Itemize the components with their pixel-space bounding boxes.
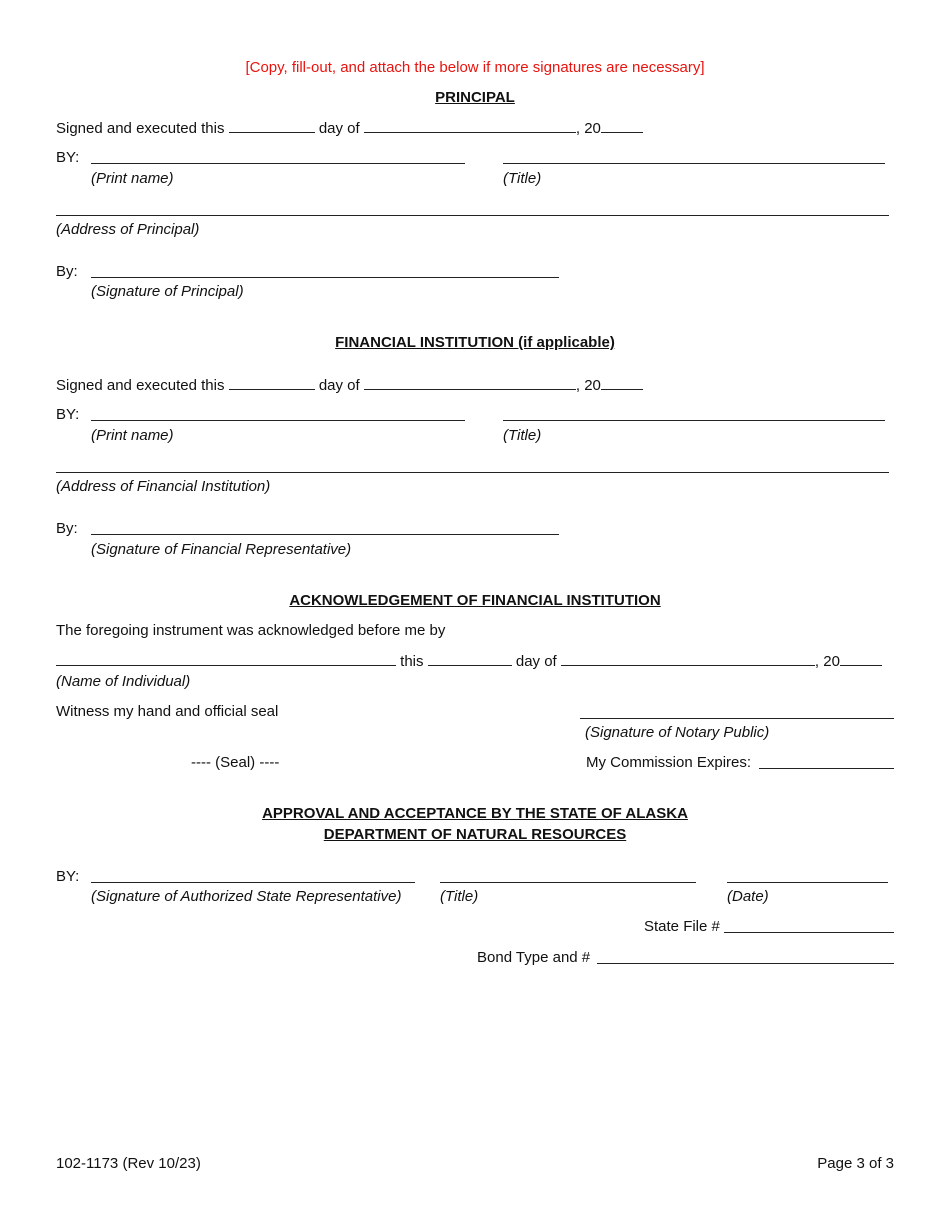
acknowledgement-intro: The foregoing instrument was acknowledged before me by: [56, 622, 446, 639]
copy-instructions-note: [Copy, fill-out, and attach the below if more signatures are necessary]: [245, 59, 705, 76]
day-of-text: day of: [318, 120, 360, 137]
financial-title-label: (Title): [503, 427, 542, 444]
year-prefix-text: , 20: [575, 377, 601, 394]
financial-institution-heading: FINANCIAL INSTITUTION (if applicable): [335, 334, 615, 351]
notary-signature-field[interactable]: [580, 718, 894, 719]
seal-placeholder: ---- (Seal) ----: [191, 754, 280, 771]
principal-title-field[interactable]: [503, 163, 885, 164]
bond-type-label: Bond Type and #: [477, 949, 591, 966]
state-representative-signature-label: (Signature of Authorized State Representative): [91, 888, 402, 905]
principal-print-name-field[interactable]: [91, 163, 465, 164]
financial-address-label: (Address of Financial Institution): [56, 478, 271, 495]
acknowledgement-name-line: [56, 653, 882, 669]
year-prefix-text: , 20: [575, 120, 601, 137]
witness-statement: Witness my hand and official seal: [56, 703, 279, 720]
financial-print-name-label: (Print name): [91, 427, 174, 444]
state-title-field[interactable]: [440, 882, 696, 883]
form-number: 102-1173 (Rev 10/23): [56, 1155, 201, 1172]
acknowledgement-year-field[interactable]: [840, 653, 882, 666]
acknowledged-individual-name-field[interactable]: [56, 653, 396, 666]
principal-signature-by-label: By:: [56, 263, 78, 280]
principal-by-label: BY:: [56, 149, 80, 166]
principal-month-field[interactable]: [364, 120, 576, 133]
principal-signature-field[interactable]: [91, 277, 559, 278]
principal-day-field[interactable]: [229, 120, 315, 133]
name-of-individual-label: (Name of Individual): [56, 673, 191, 690]
bond-type-field[interactable]: [597, 963, 894, 964]
day-of-text: day of: [318, 377, 360, 394]
principal-title-label: (Title): [503, 170, 542, 187]
financial-title-field[interactable]: [503, 420, 885, 421]
financial-print-name-field[interactable]: [91, 420, 465, 421]
financial-signature-label: (Signature of Financial Representative): [91, 541, 352, 558]
financial-month-field[interactable]: [364, 377, 576, 390]
acknowledgement-heading: ACKNOWLEDGEMENT OF FINANCIAL INSTITUTION: [289, 592, 661, 609]
acknowledgement-month-field[interactable]: [561, 653, 815, 666]
principal-address-field[interactable]: [56, 215, 889, 216]
principal-print-name-label: (Print name): [91, 170, 174, 187]
approval-by-label: BY:: [56, 868, 80, 885]
this-text: this: [400, 653, 424, 670]
principal-address-label: (Address of Principal): [56, 221, 200, 238]
day-of-text: day of: [515, 653, 557, 670]
notary-signature-label: (Signature of Notary Public): [585, 724, 770, 741]
principal-signed-line: [56, 120, 643, 136]
financial-address-field[interactable]: [56, 472, 889, 473]
financial-year-field[interactable]: [601, 377, 643, 390]
state-title-label: (Title): [440, 888, 479, 905]
state-date-field[interactable]: [727, 882, 888, 883]
approval-heading-line2: DEPARTMENT OF NATURAL RESOURCES: [323, 826, 627, 843]
financial-signature-by-label: By:: [56, 520, 78, 537]
commission-expires-field[interactable]: [759, 768, 894, 769]
financial-signed-line: [56, 377, 643, 393]
year-prefix-text: , 20: [814, 653, 840, 670]
commission-expires-label: My Commission Expires:: [586, 754, 752, 771]
principal-signature-label: (Signature of Principal): [91, 283, 244, 300]
acknowledgement-day-field[interactable]: [428, 653, 512, 666]
financial-day-field[interactable]: [229, 377, 315, 390]
financial-signature-field[interactable]: [91, 534, 559, 535]
state-file-label: State File #: [644, 918, 720, 935]
state-representative-signature-field[interactable]: [91, 882, 415, 883]
state-date-label: (Date): [727, 888, 769, 905]
state-file-field[interactable]: [724, 932, 894, 933]
financial-by-label: BY:: [56, 406, 80, 423]
signed-executed-text: Signed and executed this: [56, 120, 225, 137]
approval-heading-line1: APPROVAL AND ACCEPTANCE BY THE STATE OF ALASKA: [262, 805, 688, 822]
principal-heading: PRINCIPAL: [435, 89, 515, 106]
principal-year-field[interactable]: [601, 120, 643, 133]
page-number: Page 3 of 3: [817, 1155, 894, 1172]
signed-executed-text: Signed and executed this: [56, 377, 225, 394]
